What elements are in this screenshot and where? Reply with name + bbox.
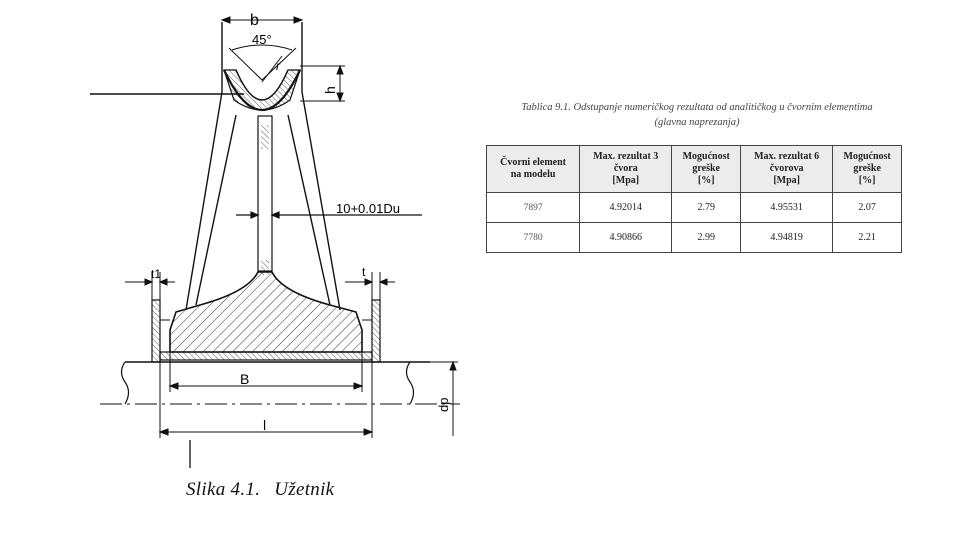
rim-section	[224, 70, 300, 110]
label-r: r	[276, 59, 280, 73]
label-angle: 45°	[252, 32, 272, 47]
dimension-b	[222, 17, 302, 23]
header-text: čvorova	[769, 163, 804, 174]
label-b: b	[250, 12, 259, 29]
cell-max-6: 4.94819	[741, 223, 833, 253]
header-text: Max. rezultat 3	[593, 151, 659, 162]
cell-error-6: 2.07	[833, 193, 902, 223]
results-table	[486, 145, 902, 253]
label-t: t	[362, 265, 366, 279]
dimension-h	[300, 66, 345, 101]
header-text: na modelu	[510, 169, 556, 180]
axle	[100, 362, 460, 404]
table-row	[487, 193, 902, 223]
header-node-element	[487, 146, 580, 193]
header-text: [%]	[697, 175, 715, 186]
table-row	[487, 223, 902, 253]
cell-node: 7897	[487, 193, 580, 223]
label-dp: dp	[436, 397, 451, 412]
label-h: h	[322, 86, 338, 94]
header-error-3	[672, 146, 741, 193]
cell-max-3: 4.92014	[580, 193, 672, 223]
header-text: Čvorni element	[500, 157, 566, 168]
bushing	[160, 352, 372, 360]
cell-max-3: 4.90866	[580, 223, 672, 253]
header-text: [%]	[858, 175, 876, 186]
label-B: B	[240, 371, 250, 387]
table-header-row	[487, 146, 902, 193]
header-max-6	[741, 146, 833, 193]
cell-error-3: 2.99	[672, 223, 741, 253]
dimension-l	[160, 362, 372, 468]
header-text: greške	[692, 163, 720, 174]
cell-max-6: 4.95531	[741, 193, 833, 223]
figure-caption	[186, 479, 334, 501]
table-title	[487, 100, 907, 130]
cell-node: 7780	[487, 223, 580, 253]
header-text: Mogućnost	[682, 151, 730, 162]
header-text: čvora	[613, 163, 638, 174]
label-dim: 10+0.01Du	[336, 201, 400, 216]
caption-number: Slika 4.1.	[186, 479, 261, 500]
table-title-line2: (glavna naprezanja)	[654, 117, 740, 128]
header-text: [Mpa]	[612, 175, 640, 186]
hub-section	[170, 272, 362, 352]
header-text: Mogućnost	[843, 151, 891, 162]
table-title-line1: Tablica 9.1. Odstupanje numeričkog rezultata od analitičkog u čvornim elementima	[521, 102, 873, 113]
dimension-t1	[125, 272, 175, 300]
label-l: l	[263, 417, 267, 433]
dimension-t	[345, 272, 395, 300]
web	[258, 116, 272, 275]
header-error-6	[833, 146, 902, 193]
label-t1: t1	[151, 267, 162, 281]
caption-text: Užetnik	[274, 479, 335, 500]
header-text: [Mpa]	[773, 175, 800, 186]
header-text: greške	[853, 163, 881, 174]
header-text: Max. rezultat 6	[754, 151, 820, 162]
cell-error-3: 2.79	[672, 193, 741, 223]
header-max-3	[580, 146, 672, 193]
cell-error-6: 2.21	[833, 223, 902, 253]
